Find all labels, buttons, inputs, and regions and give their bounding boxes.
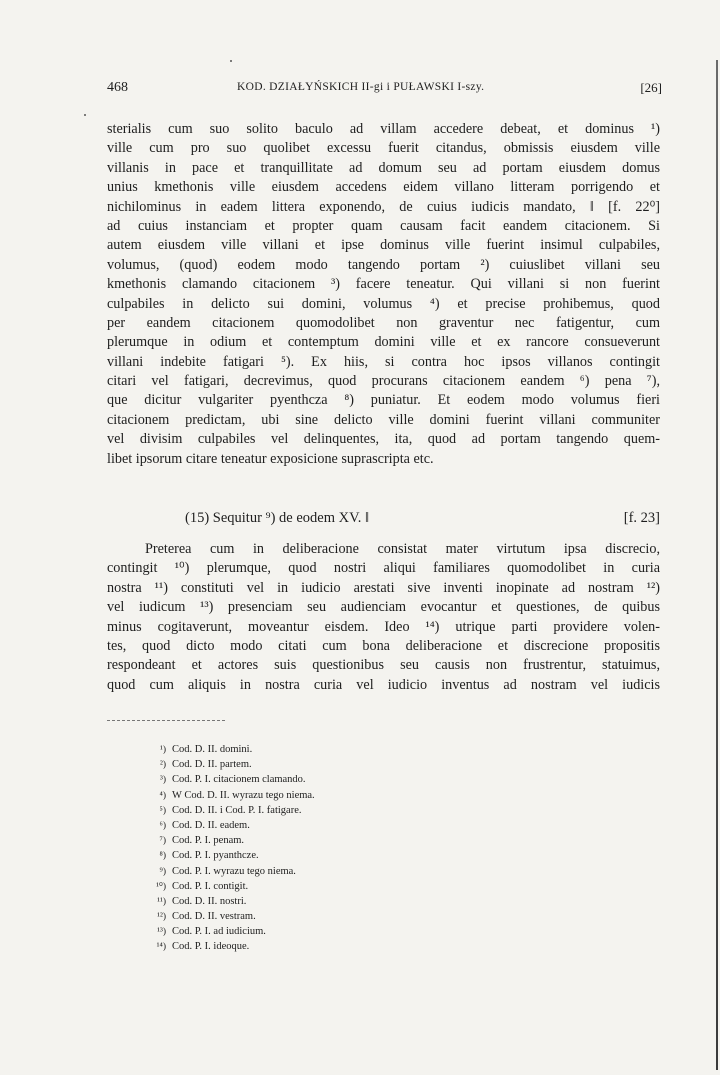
text-line: vel divisim culpabiles vel delinquentes, ita, quod ad portam tangendo quem- [107,431,660,448]
footnote-text: Cod. P. I. pyanthcze. [172,850,259,862]
text-line: Preterea cum in deliberacione consistat mater virtutum ipsa discrecio, [145,541,660,557]
text-line: ad cuius instanciam et propter quam causam facit eandem citacionem. Si [107,217,660,234]
text-line: nichilominus in eadem littera exponendo, de cuius iudicis mandato, ‖ [f. 22⁰] [107,198,660,215]
footnote-text: Cod. P. I. ad iudicium. [172,926,266,938]
footnote-text: Cod. D. II. domini. [172,744,253,755]
text-line: plerumque in odium et contemptum domini ville et ex rancore consueverunt [107,334,660,351]
text-line: que dicitur vulgariter pyenthcza ⁸) puniatur. Et eodem modo volumus fieri [107,392,660,409]
text-line: vel iudicum ¹³) presenciam seu audienciam evocantur et questiones, de quibus [107,599,660,616]
page-number: 468 [107,80,128,95]
text-line: per eandem citacionem quomodolibet non graventur nec fatigentur, cum [107,314,660,331]
text-line: contingit ¹⁰) plerumque, quod nostri aliqui familiares quomodolibet in curia [107,560,660,577]
footnote-item [148,803,548,818]
footnote-text: Cod. P. I. citacionem clamando. [172,774,306,786]
footnote-text: Cod. D. II. nostri. [172,895,247,907]
text-line: respondeant et actores suis questionibus seu causis non frustrentur, statuimus, [107,657,660,674]
footnote-text: Cod. D. II. vestram. [172,911,256,923]
footnote-number: ³) [159,775,166,786]
footnote-item [148,879,548,894]
text-line: nostra ¹¹) constituti vel in iudicio arestati sive inventi inopinate ad nostram ¹²) [107,579,660,596]
footnote-number: ⁵) [159,805,166,816]
text-line: kmethonis clamando citacionem ³) facere teneatur. Qui villani si non fuerint [107,276,660,293]
text-line: tes, quod dicto modo citati cum bona deliberacione et discrecione propositis [107,637,660,654]
footnote-item [148,757,548,772]
speck-mark [230,60,232,62]
footnote-item [148,894,548,909]
footnote-item [148,833,548,848]
footnote-item [148,909,548,924]
footnote-text: Cod. P. I. penam. [172,835,245,847]
footnote-number: ¹¹) [157,896,166,907]
footnote-number: ²) [159,760,166,771]
footnote-item [148,788,548,803]
text-line: culpabiles in delicto sui domini, volumus ⁴) et precise prohibemus, quod [107,295,660,312]
text-line: volumus, (quod) eodem modo tangendo portam ²) cuiuslibet villani seu [107,256,660,273]
footnote-number: ¹⁴) [156,942,166,953]
text-line: autem eiusdem ville villani et ipse dominus ville fuerint insimul culpabiles, [107,237,660,254]
footnote-number: ⁸) [159,851,166,862]
footnote-number: ⁴) [159,790,166,801]
footnote-item [148,848,548,863]
section-title: (15) Sequitur ⁹) de eodem XV. ‖ [185,510,370,526]
footnote-number: ¹⁰) [156,881,166,892]
text-line: villanis in pace et tranquillitate ad domum seu ad portam eiusdem domus [107,159,660,176]
footnote-number: ¹) [159,745,166,755]
footnote-text: Cod. D. II. eadem. [172,819,250,831]
footnote-text: Cod. D. II. partem. [172,759,252,771]
text-line: villani indebite fatigari ⁵). Ex hiis, si contra hoc ipsos villanos contingit [107,353,660,370]
text-line: citacionem predictam, ubi sine delicto ville domini fuerint villani communiter [107,411,660,428]
footnote-text: W Cod. D. II. wyrazu tego niema. [172,789,315,801]
footnote-text: Cod. P. I. wyrazu tego niema. [172,865,296,877]
bracket-number: [26] [640,80,662,95]
footnotes [148,742,548,955]
footnote-number: ⁷) [159,836,166,847]
page-edge [716,60,718,1070]
text-line: sterialis cum suo solito baculo ad villam accedere debeat, et dominus ¹) [107,121,660,137]
text-line: libet ipsorum citare teneatur exposicione suprascripta etc. [107,450,434,467]
text-line: citari vel fatigari, decrevimus, quod procurans citacionem eandem ⁶) pena ⁷), [107,373,660,390]
folio-marker: [f. 23] [623,510,660,526]
text-line: unius kmethonis ville eiusdem accedens eidem villano litteram porrigendo et [107,179,660,196]
footnote-item [148,864,548,879]
footnote-item [148,742,548,757]
footnote-text: Cod. P. I. ideoque. [172,941,250,953]
footnote-rule [107,720,225,721]
footnote-item [148,924,548,939]
paragraph-1 [107,120,660,469]
footnote-text: Cod. P. I. contigit. [172,880,249,892]
footnote-text: Cod. D. II. i Cod. P. I. fatigare. [172,804,302,816]
footnote-number: ⁹) [159,866,166,877]
paragraph-2 [107,540,660,695]
footnote-number: ¹³) [157,927,166,938]
speck-mark [84,114,86,116]
text-line: quod cum aliquis in nostra curia vel iudicio inventus ad nostram vel iudicis [107,676,660,693]
running-header [107,80,662,100]
footnote-item [148,772,548,787]
footnote-item [148,818,548,833]
running-title: KOD. DZIAŁYŃSKICH II-gi i PUŁAWSKI I-szy. [237,81,485,93]
section-heading [107,510,660,532]
footnote-number: ¹²) [157,912,166,923]
text-line: minus cogitaverunt, moveantur eisdem. Ideo ¹⁴) utrique parti providere volen- [107,618,660,635]
text-line: ville cum pro suo quolibet excessu fuerit citandus, obmissis eiusdem ville [107,140,660,157]
footnote-number: ⁶) [159,820,166,831]
footnote-item [148,939,548,954]
